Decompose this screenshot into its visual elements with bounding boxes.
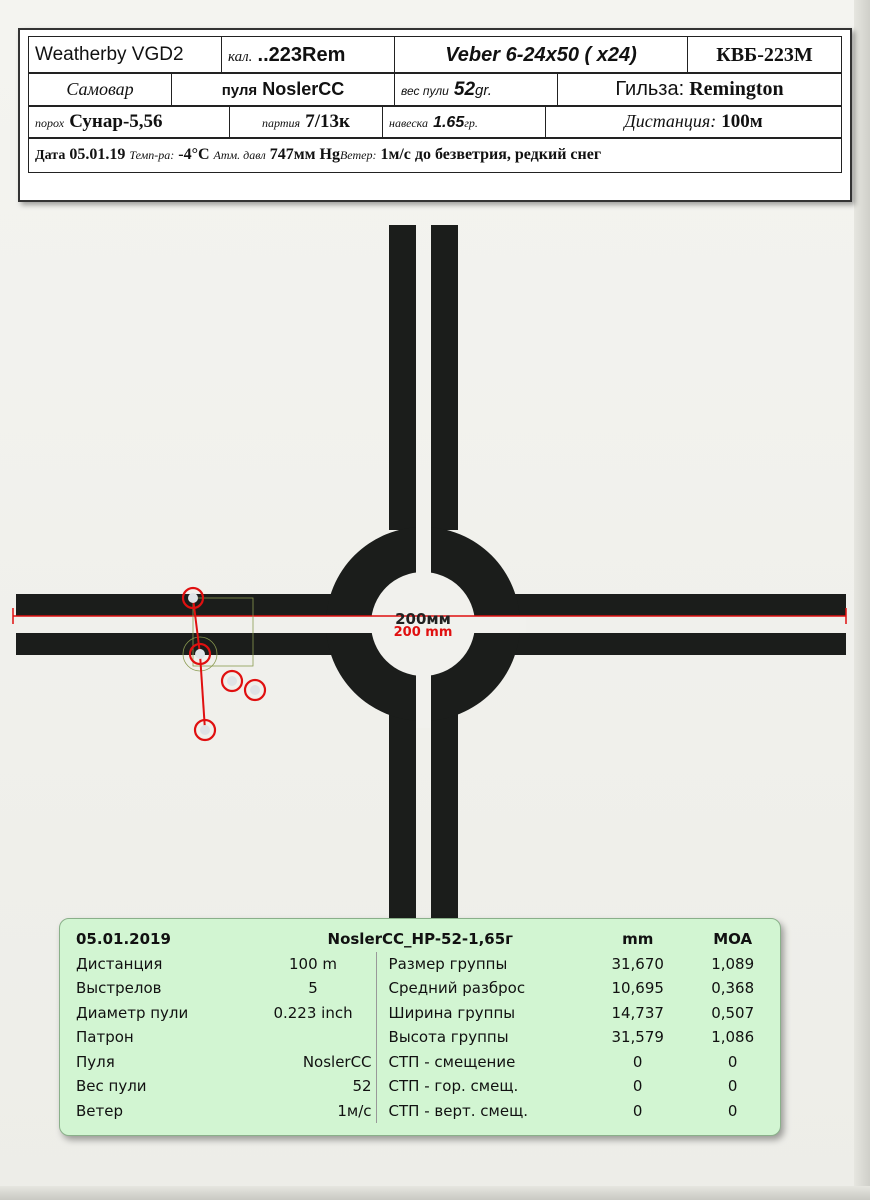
results-left-value: 0.223 inch — [250, 1001, 376, 1026]
conditions-cell — [29, 138, 842, 173]
results-mm-value: 31,579 — [611, 1028, 664, 1047]
results-moa-value: 0 — [727, 1052, 738, 1071]
shot-marker — [222, 671, 242, 691]
bullet-cell — [172, 73, 395, 107]
results-row — [72, 1050, 780, 1075]
charge-label: навеска — [389, 116, 428, 130]
charge-unit: гр. — [464, 116, 478, 130]
results-mm-value: 0 — [632, 1077, 643, 1096]
reticle-gap-top — [416, 520, 431, 580]
results-right-label: СТП - гор. смещ. — [388, 1077, 519, 1096]
load-info-table-row3 — [28, 105, 842, 139]
results-mm-value: 0 — [632, 1101, 643, 1120]
load-info-table-row4 — [28, 137, 842, 173]
bullet-label: пуля — [221, 82, 258, 99]
results-left-label: Выстрелов — [76, 979, 162, 998]
reticle-gap-bottom — [416, 668, 431, 728]
club-cell — [688, 37, 842, 74]
results-moa-value: 0,368 — [711, 979, 755, 998]
pressure-label: Атм. давл — [213, 148, 266, 162]
distance-cell — [546, 106, 842, 139]
results-mm-value: 10,695 — [611, 979, 664, 998]
charge-cell — [383, 106, 546, 139]
results-row — [72, 1074, 780, 1099]
reticle-vertical-bottom-left — [389, 690, 416, 920]
charge-value: 1.65 — [433, 114, 465, 131]
temp-value: -4°C — [178, 146, 210, 163]
results-mm-value: 14,737 — [611, 1003, 664, 1022]
results-moa-value: 1,089 — [711, 954, 755, 973]
weight-cell — [395, 73, 558, 107]
results-col-mm: mm — [622, 930, 654, 949]
bullet-value: NoslerCC — [262, 79, 345, 99]
case-cell — [558, 73, 842, 107]
load-name: Самовар — [66, 79, 134, 99]
reticle-horizontal-left-top — [16, 594, 336, 616]
results-moa-value: 0 — [727, 1101, 738, 1120]
lot-value: 7/13к — [305, 111, 350, 132]
wind-label: Ветер: — [339, 148, 377, 162]
club-name: КВБ-223М — [716, 43, 813, 66]
results-left-value: 52 — [250, 1074, 376, 1099]
wind-value: 1м/с до безветрия, редкий снег — [380, 146, 602, 163]
reticle-horizontal-left-bottom — [16, 633, 336, 655]
results-right-label: Средний разброс — [388, 979, 526, 998]
rifle-name: Weatherby VGD2 — [35, 44, 184, 65]
results-row — [72, 1099, 780, 1124]
results-left-label: Патрон — [76, 1028, 134, 1047]
lot-cell — [230, 106, 383, 139]
date-label: Дата — [35, 148, 66, 163]
reticle-vertical-bottom-right — [431, 690, 458, 920]
results-left-value — [250, 1025, 376, 1050]
powder-cell — [29, 106, 230, 139]
powder-value: Сунар-5,56 — [69, 111, 163, 132]
load-info-table — [28, 36, 842, 74]
results-left-label: Ветер — [76, 1101, 124, 1120]
results-moa-value: 1,086 — [711, 1028, 755, 1047]
results-left-value: NoslerCC — [250, 1050, 376, 1075]
powder-label: порох — [35, 116, 65, 130]
results-mm-value: 0 — [632, 1052, 643, 1071]
scale-label-2: 200 mm — [393, 625, 453, 640]
results-header-row — [72, 927, 780, 952]
shot-link-line — [200, 654, 205, 730]
results-left-value: 1м/с — [250, 1099, 376, 1124]
weight-label: вес пули — [401, 83, 449, 98]
results-panel — [59, 918, 781, 1136]
case-value: Remington — [689, 78, 784, 100]
temp-label: Темп-ра: — [129, 148, 175, 162]
results-right-label: СТП - смещение — [388, 1052, 516, 1071]
results-load: NoslerCC_HP-52-1,65г — [327, 930, 513, 949]
results-left-label: Пуля — [76, 1052, 115, 1071]
results-table — [72, 927, 780, 1123]
scale-label-1: 200мм — [395, 610, 451, 628]
caliber-cell — [222, 37, 395, 74]
results-left-value: 100 m — [250, 952, 376, 977]
date-value: 05.01.19 — [69, 146, 126, 163]
distance-value: 100м — [721, 111, 763, 132]
distance-label: Дистанция: — [624, 111, 717, 131]
rifle-cell — [29, 37, 222, 74]
results-mm-value: 31,670 — [611, 954, 664, 973]
reticle-vertical-top-left — [389, 225, 416, 530]
load-info-table-row2 — [28, 72, 842, 107]
load-name-cell — [29, 73, 172, 107]
caliber-label: кал. — [228, 48, 253, 65]
results-right-label: Высота группы — [388, 1028, 509, 1047]
results-row — [72, 952, 780, 977]
target-graphic — [0, 200, 870, 920]
results-col-moa: MOA — [713, 930, 753, 949]
reticle-gap-left — [320, 616, 380, 633]
results-left-value: 5 — [250, 976, 376, 1001]
shot-marker — [245, 680, 265, 700]
results-right-label: Размер группы — [388, 954, 508, 973]
weight-unit: gr. — [475, 81, 492, 99]
results-row — [72, 1001, 780, 1026]
load-info-card — [18, 28, 852, 202]
results-moa-value: 0 — [727, 1077, 738, 1096]
reticle-horizontal-right-bottom — [510, 633, 846, 655]
results-row — [72, 976, 780, 1001]
caliber-value: ..223Rem — [257, 43, 346, 66]
results-date: 05.01.2019 — [76, 930, 171, 949]
pressure-value: 747мм Hg — [269, 146, 340, 163]
reticle-gap-right — [466, 616, 526, 633]
results-left-label: Дистанция — [76, 954, 163, 973]
lot-label: партия — [262, 116, 301, 130]
weight-value: 52 — [453, 78, 476, 100]
target-area — [0, 200, 870, 920]
results-right-label: Ширина группы — [388, 1003, 516, 1022]
case-label: Гильза: — [615, 78, 685, 100]
scope-cell — [395, 37, 688, 74]
scope-name: Veber 6-24x50 ( x24) — [445, 43, 637, 66]
paper-edge-bottom — [0, 1186, 870, 1200]
results-left-label: Вес пули — [76, 1077, 147, 1096]
results-row — [72, 1025, 780, 1050]
results-moa-value: 0,507 — [711, 1003, 755, 1022]
results-left-label: Диаметр пули — [76, 1003, 189, 1022]
results-right-label: СТП - верт. смещ. — [388, 1101, 528, 1120]
reticle-vertical-top-right — [431, 225, 458, 530]
reticle-horizontal-right-top — [510, 594, 846, 616]
